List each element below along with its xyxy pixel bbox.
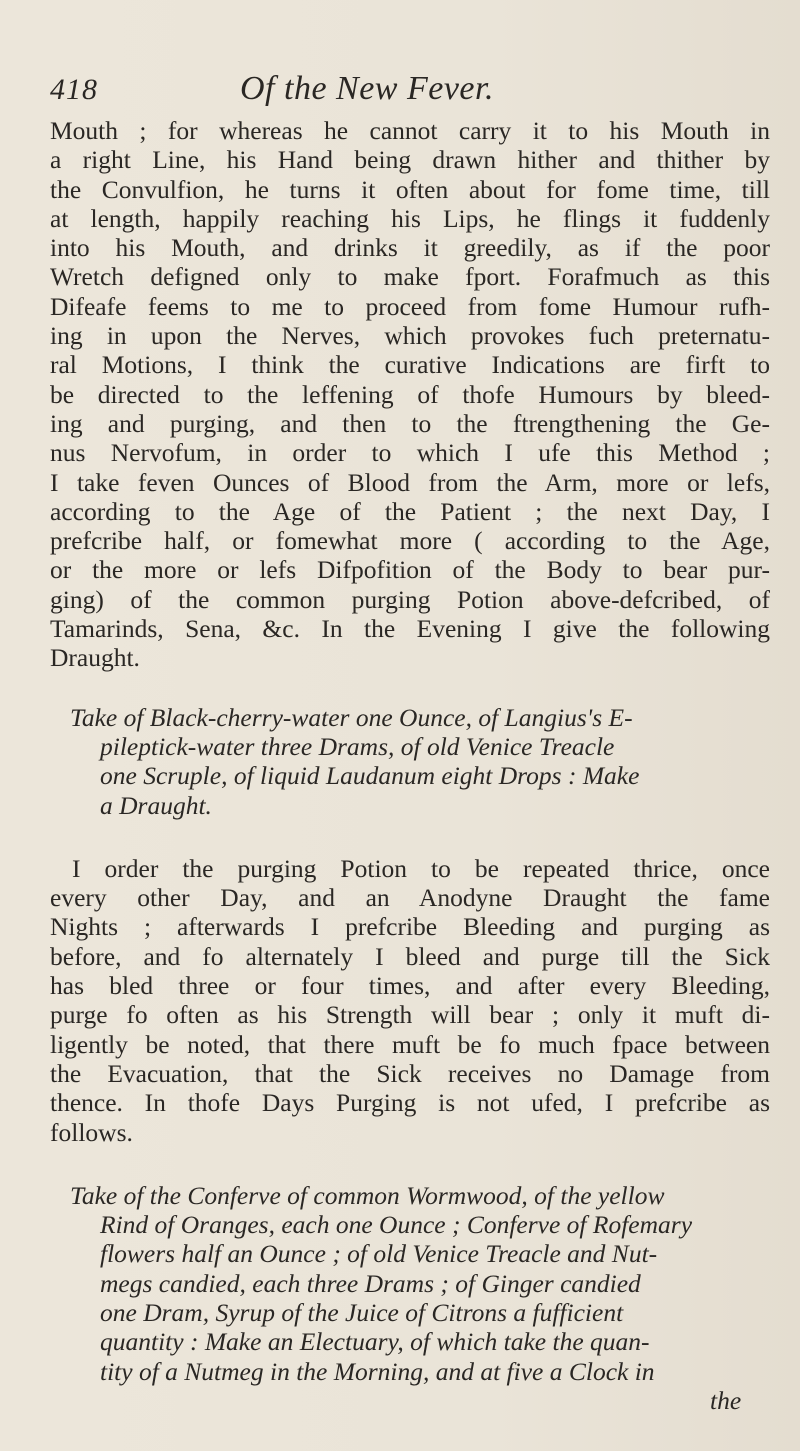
recipe-line: megs candied, each three Drams ; of Ginger candied: [100, 1268, 641, 1298]
text-line: be directed to the leffening of thofe Humours by bleed-: [50, 379, 770, 409]
text-line: Tamarinds, Sena, &c. In the Evening I give the following: [50, 614, 770, 644]
paragraph-1: [50, 116, 770, 673]
text-line: Mouth ; for whereas he cannot carry it to his Mouth in: [50, 116, 770, 145]
text-line: Nights ; afterwards I prefcribe Bleeding and purging as: [50, 912, 770, 942]
text-line: ging) of the common purging Potion above-defcribed, of: [50, 584, 770, 614]
text-line: at length, happily reaching his Lips, he flings it fuddenly: [50, 203, 770, 233]
recipe-line: Rind of Oranges, each one Ounce ; Conferve of Rofemary: [100, 1210, 693, 1240]
text-line: the Convulfion, he turns it often about for fome time, till: [50, 174, 770, 204]
text-line: I take feven Ounces of Blood from the Arm, more or lefs,: [50, 467, 770, 497]
text-line: prefcribe half, or fomewhat more ( according to the Age,: [50, 526, 770, 556]
text-line: nus Nervofum, in order to which I ufe this Method ;: [50, 438, 770, 468]
text-line: ing in upon the Nerves, which provokes fuch preternatu-: [50, 321, 770, 351]
recipe-line: flowers half an Ounce ; of old Venice Treacle and Nut-: [100, 1239, 658, 1269]
text-line: Draught.: [50, 643, 140, 673]
text-line: purge fo often as his Strength will bear ; only it muft di-: [50, 1000, 770, 1030]
text-line: thence. In thofe Days Purging is not ufed, I prefcribe as: [50, 1088, 770, 1118]
text-line: into his Mouth, and drinks it greedily, as if the poor: [50, 233, 770, 263]
spacer: [50, 820, 770, 854]
recipe-line: pileptick-water three Drams, of old Venice Treacle: [100, 731, 615, 761]
recipe-line: a Draught.: [100, 790, 212, 820]
recipe-2: [50, 1181, 770, 1415]
text-line: a right Line, his Hand being drawn hither and thither by: [50, 145, 770, 175]
page-number: 418: [50, 73, 98, 106]
catchword: the: [710, 1385, 742, 1415]
text-line: before, and fo alternately I bleed and purge till the Sick: [50, 941, 770, 971]
text-line: ral Motions, I think the curative Indications are firft to: [50, 350, 770, 380]
recipe-line: quantity : Make an Electuary, of which take the quan-: [100, 1327, 650, 1357]
spacer: [50, 673, 770, 703]
recipe-1: [50, 703, 770, 820]
recipe-line: one Scruple, of liquid Laudanum eight Drops : Make: [100, 761, 640, 791]
text-line: Wretch defigned only to make fport. Forafmuch as this: [50, 262, 770, 292]
text-line: ing and purging, and then to the ftrengthening the Ge-: [50, 408, 770, 438]
page-header: [50, 70, 770, 116]
recipe-line: tity of a Nutmeg in the Morning, and at five a Clock in: [100, 1356, 655, 1386]
text-line: every other Day, and an Anodyne Draught the fame: [50, 883, 770, 913]
recipe-line: Take of the Conferve of common Wormwood, of the yellow: [70, 1180, 665, 1210]
recipe-line: one Dram, Syrup of the Juice of Citrons a fufficient: [100, 1297, 624, 1327]
text-line: follows.: [50, 1117, 133, 1147]
paragraph-2: [50, 854, 770, 1147]
text-line: ligently be noted, that there muft be fo much fpace between: [50, 1029, 770, 1059]
text-line: or the more or lefs Difpofition of the Body to bear pur-: [50, 555, 770, 585]
text-line: has bled three or four times, and after every Bleeding,: [50, 971, 770, 1001]
spacer: [50, 1147, 770, 1181]
text-line: according to the Age of the Patient ; the next Day, I: [50, 496, 770, 526]
recipe-line: Take of Black-cherry-water one Ounce, of Langius's E-: [70, 702, 633, 732]
text-line: I order the purging Potion to be repeated thrice, once: [72, 853, 770, 883]
text-line: the Evacuation, that the Sick receives no Damage from: [50, 1058, 770, 1088]
text-line: Difeafe feems to me to proceed from fome Humour rufh-: [50, 291, 770, 321]
running-head: Of the New Fever.: [240, 70, 494, 107]
